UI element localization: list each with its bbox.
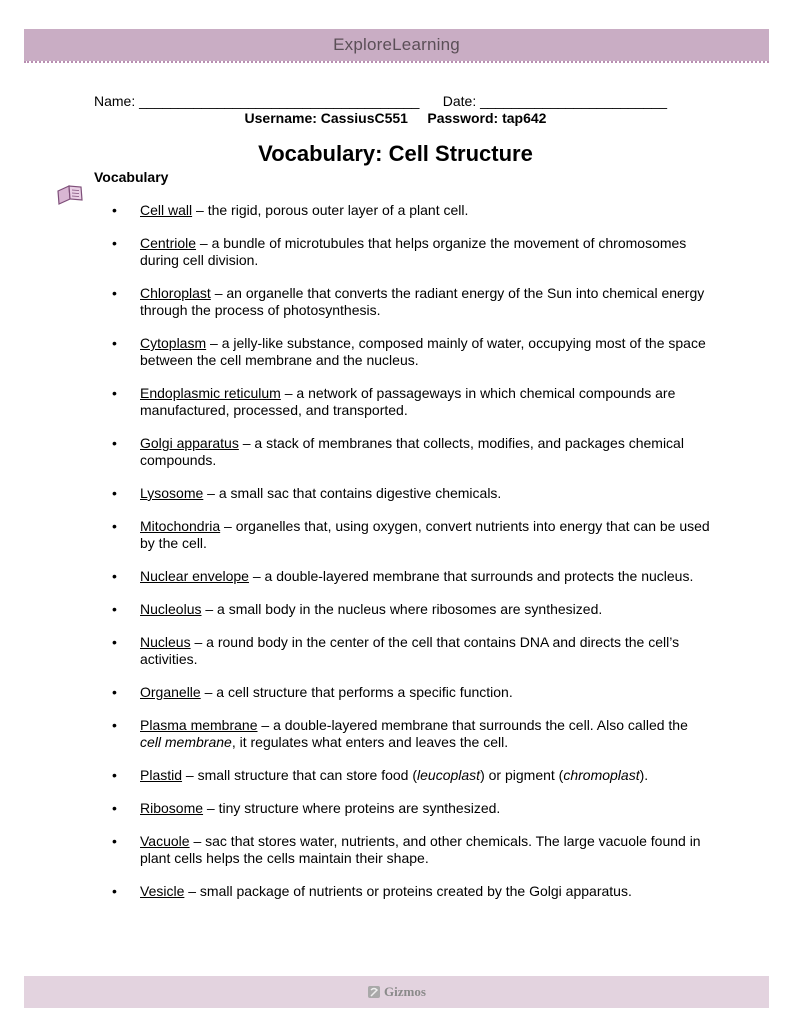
definition: – organelles that, using oxygen, convert nutrients into energy that can be used by the cell.: [140, 518, 710, 551]
term: Ribosome: [140, 800, 204, 816]
definition: – a round body in the center of the cell that contains DNA and directs the cell’s activities.: [140, 634, 680, 667]
list-item: [110, 485, 710, 502]
term: Organelle: [140, 684, 201, 700]
bullet: •: [112, 883, 117, 899]
term: Nucleus: [140, 634, 191, 650]
book-icon: [55, 183, 85, 205]
bullet: •: [112, 285, 117, 301]
definition: , it regulates what enters and leaves the cell.: [231, 734, 509, 750]
bullet: •: [112, 435, 117, 451]
term: Cell wall: [140, 202, 193, 218]
definition: – an organelle that converts the radiant energy of the Sun into chemical energy through the process of photosynthesis.: [140, 285, 705, 318]
list-item: [110, 435, 710, 469]
definition: – a double-layered membrane that surrounds the cell. Also called the: [257, 717, 688, 733]
term: Mitochondria: [140, 518, 221, 534]
list-item: [110, 518, 710, 552]
definition: ) or pigment (: [480, 767, 564, 783]
explorelearning-banner: [24, 29, 769, 61]
bullet: •: [112, 485, 117, 501]
bullet: •: [112, 235, 117, 251]
term: Nuclear envelope: [140, 568, 249, 584]
gizmos-brand: Gizmos: [384, 984, 426, 999]
list-item: [110, 684, 710, 701]
definition: – a small sac that contains digestive chemicals.: [203, 485, 502, 501]
list-item: [110, 767, 710, 784]
bullet: •: [112, 202, 117, 218]
definition-italic: cell membrane: [140, 734, 232, 750]
gizmos-logo-icon: [367, 985, 381, 999]
list-item: [110, 833, 710, 867]
list-item: [110, 202, 710, 219]
definition: – a jelly-like substance, composed mainly of water, occupying most of the space between the cell membrane and the nucleus.: [140, 335, 706, 368]
section-heading: Vocabulary: [94, 169, 169, 185]
list-item: [110, 601, 710, 618]
bullet: •: [112, 717, 117, 733]
definition: – a small body in the nucleus where ribosomes are synthesized.: [201, 601, 603, 617]
definition: – a bundle of microtubules that helps organize the movement of chromosomes during cell division.: [140, 235, 687, 268]
term: Plasma membrane: [140, 717, 258, 733]
bullet: •: [112, 385, 117, 401]
list-item: [110, 335, 710, 369]
page-title: Vocabulary: Cell Structure: [258, 141, 533, 166]
bullet: •: [112, 634, 117, 650]
term: Centriole: [140, 235, 197, 251]
list-item: [110, 634, 710, 668]
definition: ).: [639, 767, 649, 783]
list-item: [110, 235, 710, 269]
definition-italic: chromoplast: [563, 767, 640, 783]
vocabulary-list: [110, 202, 710, 916]
term: Vesicle: [140, 883, 185, 899]
term: Vacuole: [140, 833, 190, 849]
brand-logo: ExploreLearning: [333, 35, 460, 54]
term: Golgi apparatus: [140, 435, 239, 451]
term: Nucleolus: [140, 601, 202, 617]
definition: – the rigid, porous outer layer of a plant cell.: [192, 202, 469, 218]
bullet: •: [112, 800, 117, 816]
list-item: [110, 883, 710, 900]
definition-italic: leucoplast: [417, 767, 481, 783]
bullet: •: [112, 767, 117, 783]
list-item: [110, 717, 710, 751]
list-item: [110, 568, 710, 585]
term: Lysosome: [140, 485, 204, 501]
gizmos-footer: [24, 976, 769, 1008]
definition: – a cell structure that performs a specific function.: [200, 684, 513, 700]
bullet: •: [112, 335, 117, 351]
definition: – small package of nutrients or proteins created by the Golgi apparatus.: [184, 883, 632, 899]
list-item: [110, 800, 710, 817]
definition: – small structure that can store food (: [182, 767, 418, 783]
banner-divider: [24, 61, 769, 63]
bullet: •: [112, 601, 117, 617]
definition: – tiny structure where proteins are synthesized.: [203, 800, 501, 816]
definition: – a stack of membranes that collects, modifies, and packages chemical compounds.: [140, 435, 684, 468]
bullet: •: [112, 568, 117, 584]
definition: – a double-layered membrane that surrounds and protects the nucleus.: [248, 568, 694, 584]
bullet: •: [112, 684, 117, 700]
list-item: [110, 285, 710, 319]
term: Plastid: [140, 767, 183, 783]
term: Endoplasmic reticulum: [140, 385, 281, 401]
term: Chloroplast: [140, 285, 211, 301]
credentials: Username: CassiusC551 Password: tap642: [244, 110, 547, 126]
term: Cytoplasm: [140, 335, 207, 351]
bullet: •: [112, 833, 117, 849]
name-date-line: Name: ____________________________________ Date: ________________________: [94, 93, 667, 109]
definition: – a network of passageways in which chemical compounds are manufactured, processed, and transported.: [140, 385, 676, 418]
list-item: [110, 385, 710, 419]
bullet: •: [112, 518, 117, 534]
definition: – sac that stores water, nutrients, and other chemicals. The large vacuole found in plant cells helps the cells maintain their shape.: [140, 833, 701, 866]
